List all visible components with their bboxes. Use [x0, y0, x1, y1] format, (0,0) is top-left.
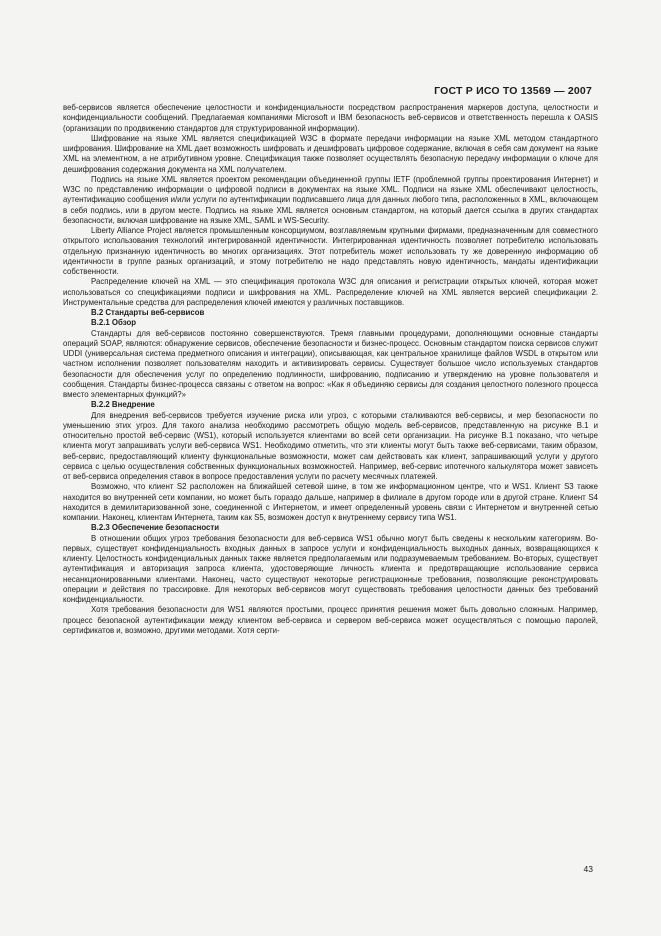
body-paragraph: Стандарты для веб-сервисов постоянно совершенствуются. Тремя главными процедурами, дополняющими основные стандарты операций SOAP, являются: обнаружение сервисов, обеспечение безопасности и бизнес-процесс. Основным стандартом поиска сервисов служит UDDI (универсальная система предметного описания и интеграции), описывающая, как центральное хранилище файлов WSDL в открытом или частном исполнении позволяет пользователям находить и активизировать сервисы. Существует большое число используемых стандартов безопасности для обеспечения услуг по определению подлинности, шифрованию, подписанию и утверждению на уровне пользователя и сообщения. Стандарты бизнес-процесса связаны с ответом на вопрос: «Как я объединяю сервисы для создания целостного полезного процесса вместо элементарных функций?»: [63, 328, 598, 399]
body-paragraph: Распределение ключей на XML — это спецификация протокола W3C для описания и регистрации открытых ключей, которая может использоваться со спецификациями подписи и шифрования на XML. Распределение ключей на XML является версией спецификации 2. Инструментальные средства для распределения ключей имеются у различных поставщиков.: [63, 277, 598, 307]
body-paragraph: Возможно, что клиент S2 расположен на ближайшей сетевой шине, в том же информационном центре, что и WS1. Клиент S3 также находится во внутренней сети компании, но может быть гораздо дальше, например в филиале в другом городе или в другой стране. Клиент S4 находится в демилитаризованной зоне, соединенной с Интернетом, и имеет определенный уровень связи с Интернетом и внутренней сетью компании. Наконец, клиентам Интернета, таким как S5, возможен доступ к внутреннему сервису типа WS1.: [63, 482, 598, 522]
page-number: 43: [583, 864, 593, 874]
section-heading-b22: В.2.2 Внедрение: [91, 400, 155, 410]
body-paragraph: Подпись на языке XML является проектом рекомендации объединенной группы IETF (проблемной группы проектирования Интернет) и W3C по представлению информации о цифровой подписи в документах на языке XML. Подписи на языке XML обеспечивают целостность, аутентификацию сообщения и/или услуги по аутентификации подписавшего лица для данных любого типа, расположенных в XML, включающем в себя подпись, или в другом месте. Подпись на языке XML является основным стандартом, на который дается ссылка в других стандартах безопасности, включая шифрование на языке XML, SAML и WS-Security.: [63, 174, 598, 225]
section-heading-b21: В.2.1 Обзор: [91, 318, 137, 328]
body-paragraph: веб-сервисов является обеспечение целостности и конфиденциальности посредством распространения маркеров доступа, целостности и конфиденциальности сообщений. Предлагаемая компаниями Microsoft и IBM безопасность веб-сервисов и ответственность перешла к OASIS (организации по продвижению стандартов для структурированной информации).: [63, 103, 598, 133]
body-paragraph: Хотя требования безопасности для WS1 являются простыми, процесс принятия решения может быть довольно сложным. Например, процесс безопасной аутентификации между клиентом веб-сервиса и сервером веб-сервиса может осуществляться с помощью паролей, сертификатов и, возможно, другими методами. Хотя серти-: [63, 605, 598, 635]
body-paragraph: Для внедрения веб-сервисов требуется изучение риска или угроз, с которыми сталкиваются веб-сервисы, и мер безопасности по уменьшению этих угроз. Для такого анализа необходимо рассмотреть общую модель веб-сервисов, представленную на рисунке В.1 и относительно простой веб-сервис (WS1), который используется клиентами во всей сети организации. На рисунке В.1 показано, что четыре клиента могут запрашивать услуги веб-сервиса WS1. Необходимо отметить, что эти клиенты могут быть также веб-сервисами, таким образом, веб-сервис, предоставляющий клиенту функциональные возможности, может сам действовать как клиент, запрашивающий услуги у другого сервиса с целью осуществления собственных функциональных возможностей. Например, веб-сервис ипотечного калькулятора может зависеть от веб-сервиса определения ставок в вопросе предоставления услуги по расчету месячных платежей.: [63, 410, 598, 481]
body-paragraph: В отношении общих угроз требования безопасности для веб-сервиса WS1 обычно могут быть сведены к нескольким категориям. Во-первых, существует конфиденциальность входных данных в запросе услуги и конфиденциальность выходных данных, возвращающихся к клиенту. Целостность конфиденциальных данных также является предполагаемым или подразумеваемым требованием. Во-вторых, существует аутентификация и авторизация запроса клиента, удостоверяющие личность клиента и предотвращающие использование сервиса несанкционированными клиентами. Наконец, часто существуют некоторые регистрационные требования, позволяющие реконструировать операции и действия по трассировке. Для некоторых веб-сервисов могут существовать требования целостности данных без требований конфиденциальности.: [63, 533, 598, 604]
body-paragraph: Liberty Alliance Project является промышленным консорциумом, возглавляемым крупными фирмами, предназначенным для совместного открытого использования технологий интегрированной идентичности. Интегрированная идентичность позволяет потребителю использовать отдельную признанную идентичность во многих организациях. Этот потребитель может использовать ту же доверенную информацию об идентичности в группе разных организаций, и этому потребителю не надо представлять новую идентичность, мандаты идентификации собственности.: [63, 226, 598, 276]
section-heading-b23: В.2.3 Обеспечение безопасности: [91, 523, 220, 533]
body-paragraph: Шифрование на языке XML является спецификацией W3C в формате передачи информации на языке XML методом стандартного шифрования. Шифрование на XML дает возможность шифровать и дешифровать цифровое содержание, включая в себя сам документ на языке XML на элементном, а не атрибутивном уровне. Спецификация также позволяет осуществлять безопасную передачу информации о ключе для дешифрования содержания документа на XML получателем.: [63, 133, 598, 174]
section-heading-b2: В.2 Стандарты веб-сервисов: [91, 308, 205, 317]
standard-code-header: ГОСТ Р ИСО ТО 13569 — 2007: [434, 85, 592, 97]
document-body: [63, 103, 598, 636]
